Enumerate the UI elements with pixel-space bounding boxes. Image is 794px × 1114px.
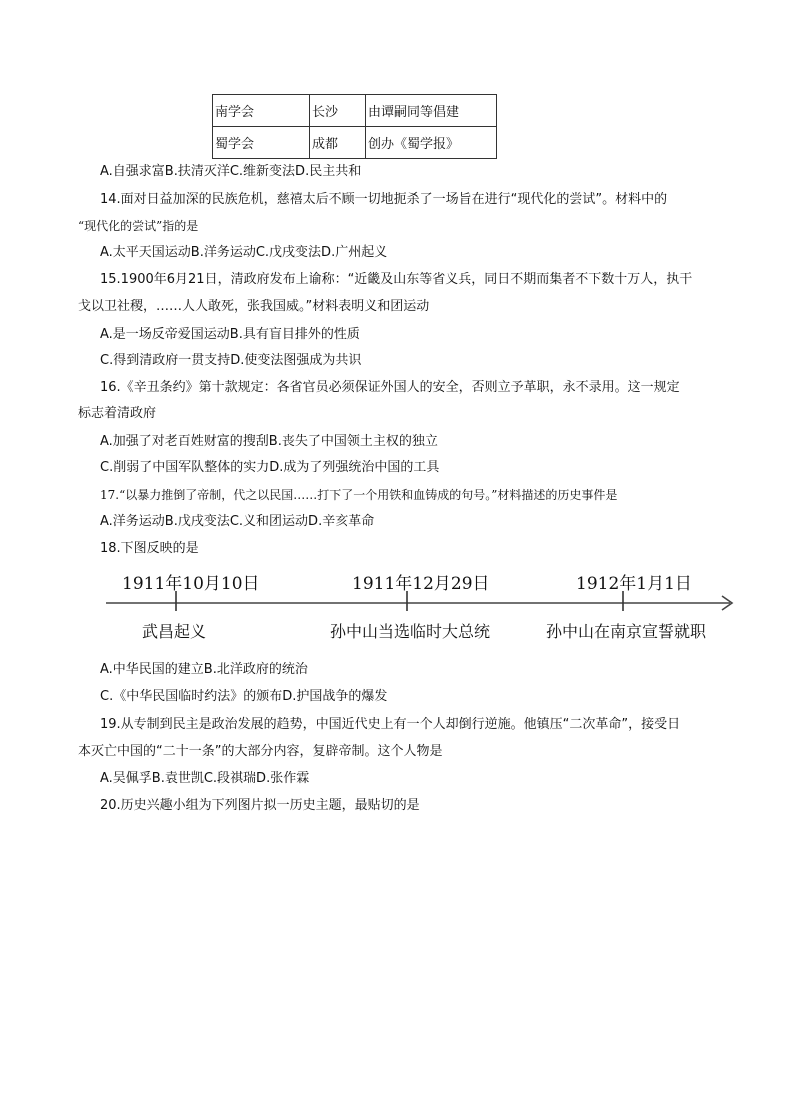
q15-stem-line1: 15.1900年6月21日，清政府发布上谕称：“近畿及山东等省义兵，同日不期而集者不下数十万人，执干 (100, 272, 693, 287)
q17-stem: 17.“以暴力推倒了帝制，代之以民国……打下了一个用铁和血铸成的句号。”材料描述的历史事件是 (100, 488, 618, 502)
q19-stem-line2: 本灭亡中国的“二十一条”的大部分内容，复辟帝制。这个人物是 (78, 744, 443, 759)
timeline-event: 孙中山在南京宣誓就职 (546, 622, 707, 641)
q16-stem-line1: 16.《辛丑条约》第十款规定：各省官员必须保证外国人的安全，否则立予革职，永不录用。这一规定 (100, 380, 680, 395)
q18-stem: 18.下图反映的是 (100, 541, 199, 556)
q16-options-cd: C.削弱了中国军队整体的实力D.成为了列强统治中国的工具 (100, 460, 440, 475)
q19-options: A.吴佩孚B.袁世凯C.段祺瑞D.张作霖 (100, 771, 310, 786)
q20-stem: 20.历史兴趣小组为下列图片拟一历史主题，最贴切的是 (100, 798, 420, 813)
table-cell: 成都 (310, 127, 366, 159)
timeline-figure (100, 565, 740, 649)
q15-options-ab: A.是一场反帝爱国运动B.具有盲目排外的性质 (100, 327, 360, 342)
timeline-date: 1911年10月10日 (122, 574, 260, 594)
table-row (213, 95, 497, 127)
timeline-event: 武昌起义 (142, 622, 207, 641)
q14-stem-line1: 14.面对日益加深的民族危机，慈禧太后不顾一切地扼杀了一场旨在进行“现代化的尝试”。材料中的 (100, 192, 668, 207)
q16-options-ab: A.加强了对老百姓财富的搜刮B.丧失了中国领土主权的独立 (100, 434, 438, 449)
timeline-date: 1911年12月29日 (352, 574, 490, 594)
q17-options: A.洋务运动B.戊戌变法C.义和团运动D.辛亥革命 (100, 514, 375, 529)
q13-options: A.自强求富B.扶清灭洋C.维新变法D.民主共和 (100, 164, 362, 179)
table-cell: 创办《蜀学报》 (366, 127, 497, 159)
table-cell: 南学会 (213, 95, 310, 127)
q16-stem-line2: 标志着清政府 (78, 406, 157, 421)
q14-options: A.太平天国运动B.洋务运动C.戊戌变法D.广州起义 (100, 245, 388, 260)
q18-options-cd: C.《中华民国临时约法》的颁布D.护国战争的爆发 (100, 689, 388, 704)
q15-options-cd: C.得到清政府一贯支持D.使变法图强成为共识 (100, 353, 362, 368)
study-society-table (212, 94, 497, 159)
timeline-date: 1912年1月1日 (576, 574, 692, 594)
q18-options-ab: A.中华民国的建立B.北洋政府的统治 (100, 662, 308, 677)
q15-stem-line2: 戈以卫社稷，……人人敢死，张我国威。”材料表明义和团运动 (78, 299, 430, 314)
q14-stem-line2: “现代化的尝试”指的是 (78, 219, 199, 233)
table-cell: 长沙 (310, 95, 366, 127)
timeline-event: 孙中山当选临时大总统 (330, 622, 491, 641)
table-cell: 由谭嗣同等倡建 (366, 95, 497, 127)
table-cell: 蜀学会 (213, 127, 310, 159)
table-row (213, 127, 497, 159)
q19-stem-line1: 19.从专制到民主是政治发展的趋势，中国近代史上有一个人却倒行逆施。他镇压“二次革命”，接受日 (100, 717, 681, 732)
